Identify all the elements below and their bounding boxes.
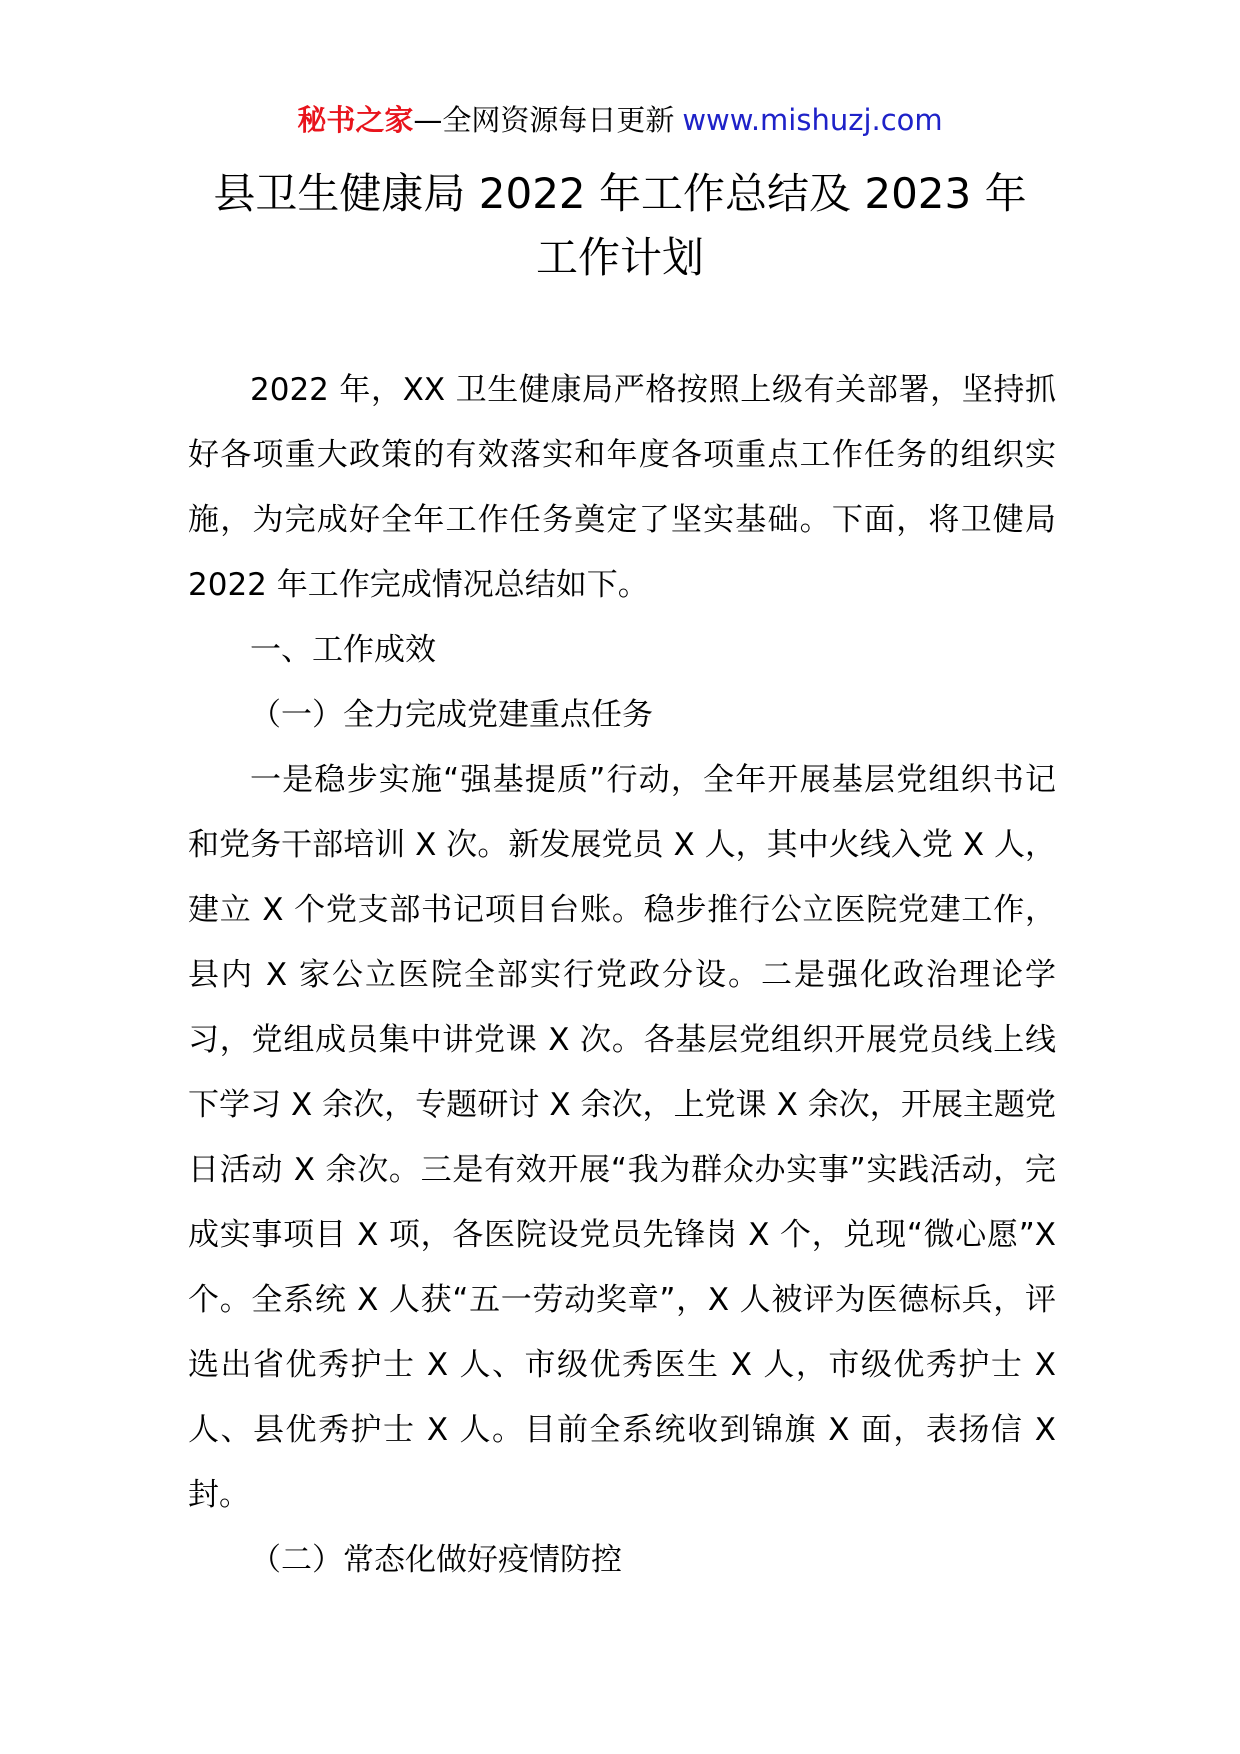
section-heading-1: 一、工作成效 bbox=[250, 632, 436, 668]
party-building-paragraph: 一是稳步实施“强基提质”行动，全年开展基层党组织书记和党务干部培训 X 次。新发展党员 X 人，其中火线入党 X 人，建立 X 个党支部书记项目台账。稳步推行公立医院党建工作，县内 X 家公立医院全部实行党政分设。二是强化政治理论学习，党组成员集中讲党课 X 次。各基层党组织开展党员线上线下学习 X 余次，专题研讨 X 余次，上党课 X 余次，开展主题党日活动 X 余次。三是有效开展“我为群众办实事”实践活动，完成实事项目 X 项，各医院设党员先锋岗 X 个，兑现“微心愿”X 个。全系统 X 人获“五一劳动奖章”，X 人被评为医德标兵，评选出省优秀护士 X 人、市级优秀医生 X 人，市级优秀护士 X 人、县优秀护士 X 人。目前全系统收到锦旗 X 面，表扬信 X 封。 bbox=[188, 762, 1056, 1513]
document-body bbox=[188, 358, 1056, 1593]
brand-name: 秘书之家 bbox=[297, 103, 414, 137]
subsection-heading-2: （二）常态化做好疫情防控 bbox=[250, 1542, 622, 1578]
title-line-2: 工作计划 bbox=[535, 233, 704, 282]
intro-paragraph: 2022 年，XX 卫生健康局严格按照上级有关部署，坚持抓好各项重大政策的有效落实和年度各项重点工作任务的组织实施，为完成好全年工作任务奠定了坚实基础。下面，将卫健局 2022 年工作完成情况总结如下。 bbox=[188, 372, 1056, 603]
watermark-header bbox=[0, 100, 1240, 140]
document-title bbox=[120, 162, 1120, 290]
header-tagline: —全网资源每日更新 bbox=[413, 103, 675, 137]
site-url-link[interactable]: www.mishuzj.com bbox=[682, 103, 943, 137]
subsection-heading-1: （一）全力完成党建重点任务 bbox=[250, 697, 653, 733]
title-line-1: 县卫生健康局 2022 年工作总结及 2023 年 bbox=[213, 169, 1027, 218]
